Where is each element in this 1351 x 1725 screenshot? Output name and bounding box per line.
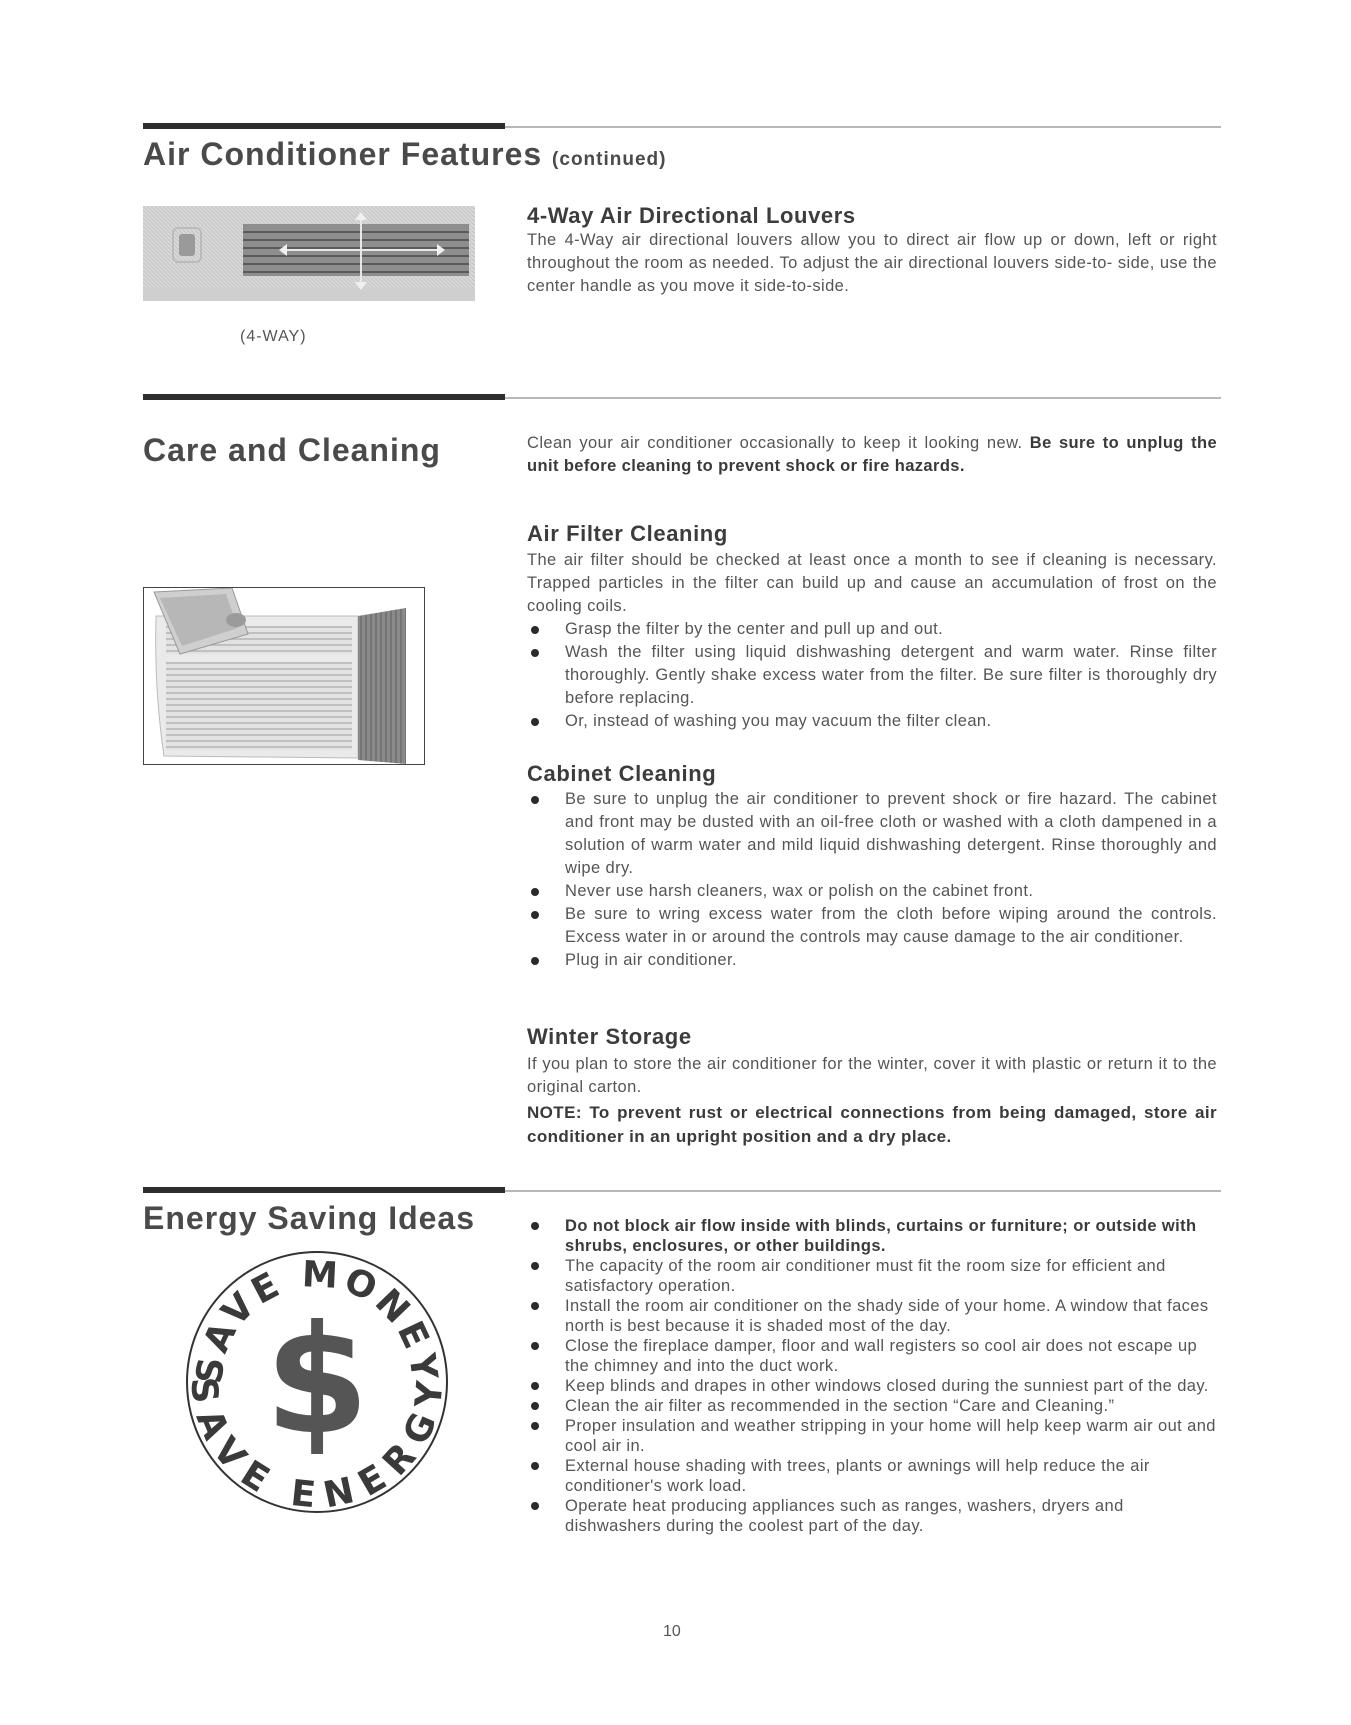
list-item: External house shading with trees, plants or awnings will help reduce the air conditioner's work load. (527, 1456, 1217, 1496)
list-item: Be sure to unplug the air conditioner to prevent shock or fire hazard. The cabinet and front may be dusted with an oil-free cloth or washed with a cloth dampened in a solution of warm water and mild liquid dishwashing detergent. Rinse thoroughly and wipe dry. (527, 788, 1217, 880)
save-money-save-energy-badge (182, 1247, 452, 1517)
bullet-icon (531, 911, 539, 919)
care-intro (527, 432, 1217, 478)
list-item: The capacity of the room air conditioner must fit the room size for efficient and satisfactory operation. (527, 1256, 1217, 1296)
bullet-icon (531, 1302, 539, 1310)
louvers-title: 4-Way Air Directional Louvers (527, 203, 856, 228)
cabinet-bullet-list (527, 788, 1217, 972)
list-item: Keep blinds and drapes in other windows closed during the sunniest part of the day. (527, 1376, 1217, 1396)
filter-removal-image (143, 587, 425, 765)
bullet-icon (531, 718, 539, 726)
bullet-icon (531, 1382, 539, 1390)
filter-bullet-list (527, 618, 1217, 733)
list-item: Close the fireplace damper, floor and wall registers so cool air does not escape up the chimney and into the duct work. (527, 1336, 1217, 1376)
energy-bullet-list (527, 1216, 1217, 1536)
list-item: Clean the air filter as recommended in the section “Care and Cleaning.” (527, 1396, 1217, 1416)
bullet-icon (531, 1262, 539, 1270)
winter-text: If you plan to store the air conditioner for the winter, cover it with plastic or return it to the original carton. (527, 1055, 1217, 1096)
page-number: 10 (663, 1623, 681, 1640)
louver-image (143, 206, 475, 301)
features-heading (143, 136, 666, 173)
louvers-text: The 4-Way air directional louvers allow you to direct air flow up or down, left or right throughout the room as needed. To adjust the air directional louvers side-to- side, use the center handle as you move it side-to-side. (527, 231, 1217, 295)
care-intro-warning: Be sure to unplug the unit before cleaning to prevent shock or fire hazards. (527, 434, 1218, 475)
bullet-icon (531, 1402, 539, 1410)
list-item: Do not block air flow inside with blinds, curtains or furniture; or outside with shrubs, enclosures, or other buildings. (527, 1216, 1217, 1256)
winter-note: NOTE: To prevent rust or electrical connections from being damaged, store air conditioner in an upright position and a dry place. (527, 1103, 1217, 1146)
bullet-icon (531, 1342, 539, 1350)
bullet-icon (531, 957, 539, 965)
filter-text: The air filter should be checked at least once a month to see if cleaning is necessary. Trapped particles in the filter can build up and cause an accumulation of frost on the cooling coils. (527, 551, 1217, 615)
list-item: Operate heat producing appliances such as ranges, washers, dryers and dishwashers during the coolest part of the day. (527, 1496, 1217, 1536)
section-rule-features (143, 126, 1221, 128)
dollar-sign-icon: $ (264, 1294, 370, 1468)
badge-bottom-text: SAVE ENERGY (182, 1375, 452, 1517)
list-item: Be sure to wring excess water from the cloth before wiping around the controls. Excess water in or around the controls may cause damage to the air conditioner. (527, 903, 1217, 949)
list-item: Plug in air conditioner. (527, 949, 1217, 972)
list-item: Wash the filter using liquid dishwashing detergent and warm water. Rinse filter thoroughly. Gently shake excess water from the filter. Be sure filter is thoroughly dry before replacing. (527, 641, 1217, 710)
list-item: Install the room air conditioner on the shady side of your home. A window that faces north is best because it is shaded most of the day. (527, 1296, 1217, 1336)
bullet-icon (531, 1422, 539, 1430)
list-item: Proper insulation and weather stripping in your home will help keep warm air out and cool air in. (527, 1416, 1217, 1456)
features-heading-suffix: (continued) (552, 149, 667, 170)
filter-title: Air Filter Cleaning (527, 521, 728, 546)
bullet-icon (531, 796, 539, 804)
bullet-icon (531, 1462, 539, 1470)
bullet-icon (531, 649, 539, 657)
bullet-icon (531, 1222, 539, 1230)
list-item: Grasp the filter by the center and pull up and out. (527, 618, 1217, 641)
cabinet-title: Cabinet Cleaning (527, 761, 717, 786)
badge-top-text: SAVE MONEY (189, 1254, 445, 1386)
section-rule-care (143, 397, 1221, 399)
bullet-icon (531, 888, 539, 896)
care-intro-text: Clean your air conditioner occasionally to keep it looking new. (527, 434, 1023, 452)
features-heading-main: Air Conditioner Features (143, 136, 543, 172)
louver-image-caption: (4-WAY) (240, 328, 307, 345)
bullet-icon (531, 1502, 539, 1510)
bullet-icon (531, 626, 539, 634)
list-item: Never use harsh cleaners, wax or polish on the cabinet front. (527, 880, 1217, 903)
care-heading: Care and Cleaning (143, 432, 441, 468)
winter-title: Winter Storage (527, 1024, 692, 1049)
section-rule-energy (143, 1190, 1221, 1192)
energy-heading: Energy Saving Ideas (143, 1200, 476, 1236)
list-item: Or, instead of washing you may vacuum the filter clean. (527, 710, 1217, 733)
